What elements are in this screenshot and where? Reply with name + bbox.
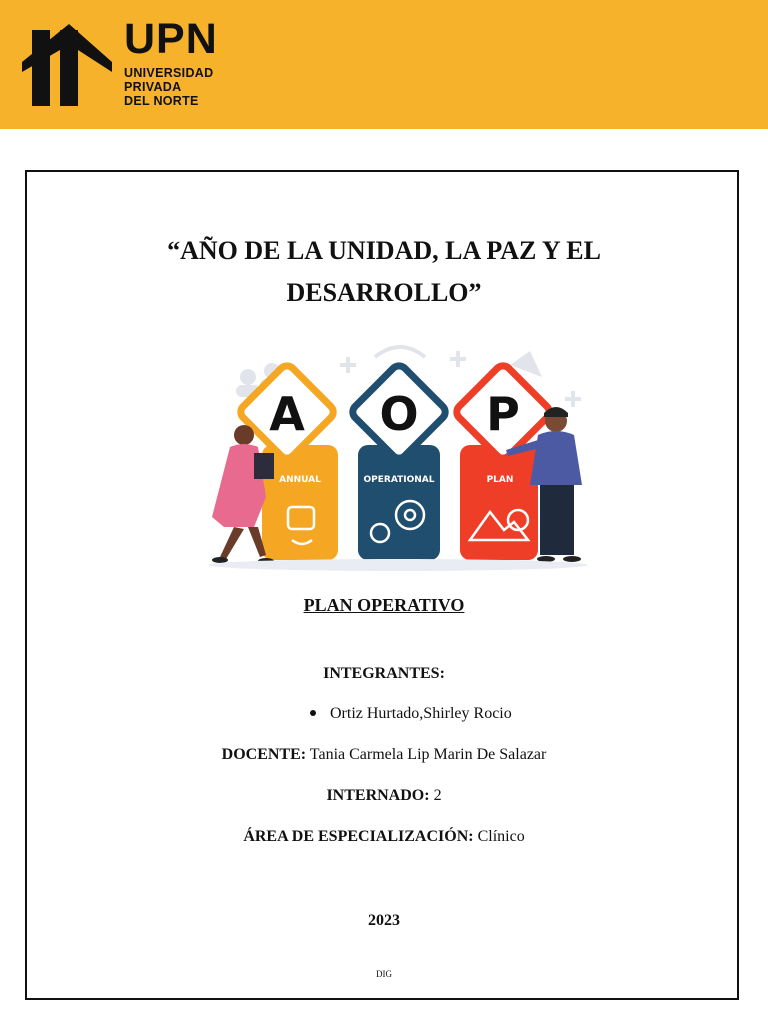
members-label: INTEGRANTES: [323, 665, 445, 682]
teacher-line [0, 746, 768, 764]
logo-line-2: PRIVADA [124, 80, 182, 94]
bullet-icon [310, 710, 316, 716]
svg-text:PLAN: PLAN [486, 475, 514, 485]
member-item [310, 705, 512, 723]
pillar-operational [358, 445, 440, 560]
internship-line [0, 787, 768, 805]
area-label: ÁREA DE ESPECIALIZACIÓN: [243, 828, 474, 845]
svg-text:A: A [269, 387, 305, 441]
plan-title [0, 595, 768, 616]
svg-text:OPERATIONAL: OPERATIONAL [363, 475, 435, 485]
plan-title-text: PLAN OPERATIVO [303, 595, 465, 615]
motto-line-1: “AÑO DE LA UNIDAD, LA PAZ Y EL [167, 236, 601, 265]
area-line [0, 828, 768, 846]
footer-code-text: DIG [376, 969, 392, 979]
upn-logo-icon [22, 22, 114, 108]
teacher-value: Tania Carmela Lip Marin De Salazar [306, 746, 547, 763]
internship-value: 2 [429, 787, 442, 804]
svg-text:P: P [486, 387, 520, 441]
logo-acronym: UPN [124, 15, 218, 63]
motto-line-2: DESARROLLO” [286, 278, 482, 307]
logo-line-1: UNIVERSIDAD [124, 66, 214, 80]
internship-label: INTERNADO: [326, 787, 430, 804]
teacher-label: DOCENTE: [221, 746, 307, 763]
area-value: Clínico [473, 828, 525, 845]
svg-text:O: O [379, 387, 419, 441]
aop-illustration [200, 335, 596, 575]
university-header [0, 0, 768, 129]
svg-text:ANNUAL: ANNUAL [279, 475, 321, 485]
member-name: Ortiz Hurtado,Shirley Rocio [330, 705, 512, 722]
pillar-plan [460, 445, 538, 560]
year: 2023 [368, 912, 400, 929]
logo-line-3: DEL NORTE [124, 94, 199, 108]
footer-code [0, 964, 768, 982]
